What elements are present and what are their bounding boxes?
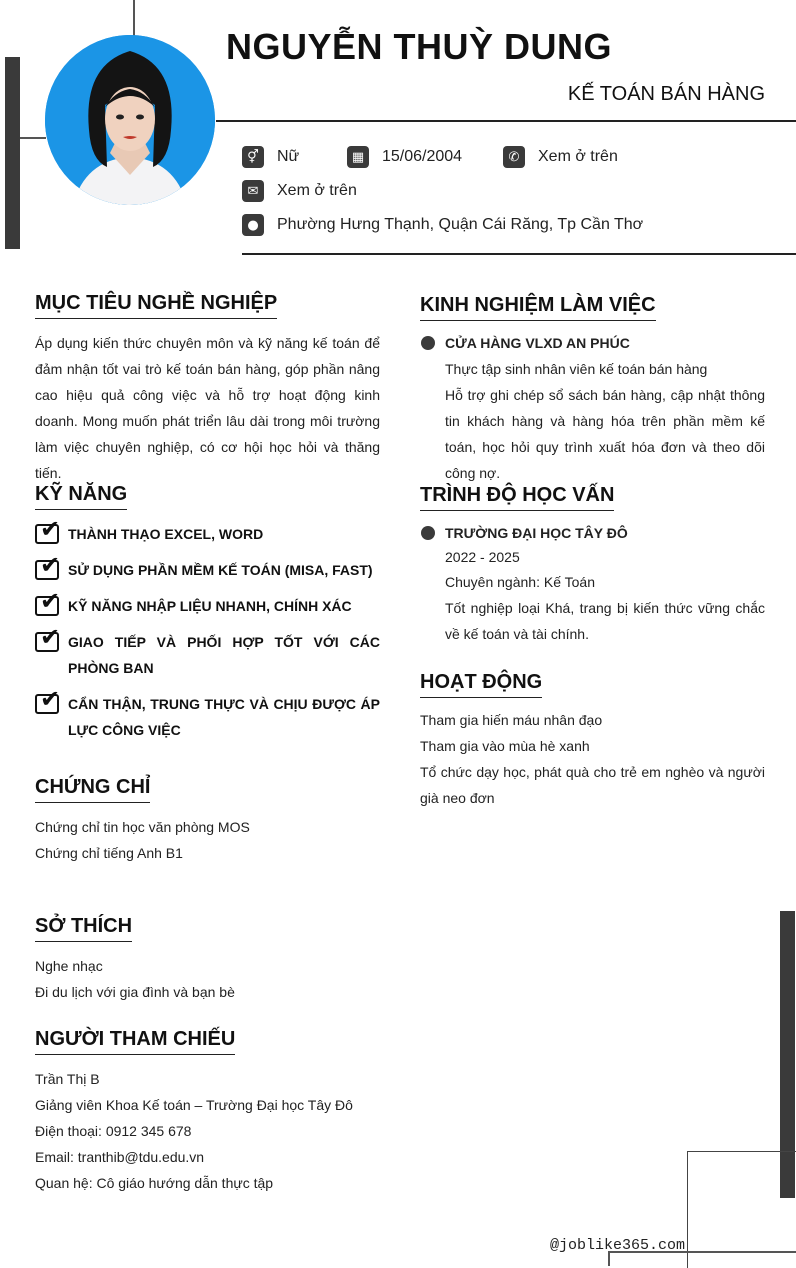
watermark-text: @joblike365.com: [550, 1237, 686, 1254]
skill-item: [35, 623, 380, 681]
school-name: TRƯỜNG ĐẠI HỌC TÂY ĐÔ: [445, 525, 628, 541]
skill-item: [35, 515, 380, 547]
skill-label: GIAO TIẾP VÀ PHỐI HỢP TỐT VỚI CÁC PHÒNG BAN: [68, 634, 380, 676]
references-title: NGƯỜI THAM CHIẾU: [35, 1028, 235, 1055]
decor-bar-left: [5, 57, 20, 249]
education-title: TRÌNH ĐỘ HỌC VẤN: [420, 484, 614, 511]
job-title: KẾ TOÁN BÁN HÀNG: [567, 83, 765, 105]
activities-title: HOẠT ĐỘNG: [420, 671, 542, 698]
contact-birthday: [347, 146, 462, 168]
education-entry: [445, 520, 765, 647]
education-description: Tốt nghiệp loại Khá, trang bị kiến thức vững chắc về kế toán và tài chính.: [445, 600, 765, 642]
experience-title: KINH NGHIỆM LÀM VIỆC: [420, 294, 656, 321]
experience-entry: [445, 330, 765, 486]
decor-line: [133, 0, 135, 38]
bullet-icon: [421, 526, 435, 540]
decor-line: [20, 137, 46, 139]
checkbox-checked-icon: ✔: [35, 560, 59, 580]
birthday-value: 15/06/2004: [382, 148, 463, 165]
contact-address: [242, 214, 643, 236]
contact-email: [242, 180, 357, 202]
certificates-list: [35, 814, 250, 866]
objective-text: Áp dụng kiến thức chuyên môn và kỹ năng kế toán để đảm nhận tốt vai trò kế toán bán hàng, góp phần nâng cao hiệu quả công việc và hỗ trợ hoạt động kinh doanh. Mong muốn phát triển lâu dài trong môi trường làm việc chuyên nghiệp, có cơ hội học hỏi và thăng tiến.: [35, 335, 380, 481]
skill-label: CẨN THẬN, TRUNG THỰC VÀ CHỊU ĐƯỢC ÁP LỰC CÔNG VIỆC: [68, 696, 380, 738]
certificates-title: CHỨNG CHỈ: [35, 776, 150, 803]
profile-photo: [45, 35, 215, 205]
checkbox-checked-icon: ✔: [35, 632, 59, 652]
skill-item: [35, 685, 380, 743]
education-period: 2022 - 2025: [445, 549, 520, 565]
education-major: Chuyên ngành: Kế Toán: [445, 574, 595, 590]
activity-item: Tham gia vào mùa hè xanh: [420, 738, 590, 754]
skill-item: [35, 587, 380, 619]
activity-item: Tham gia hiến máu nhân đạo: [420, 712, 603, 728]
bullet-icon: [421, 336, 435, 350]
reference-line: Điện thoại: 0912 345 678: [35, 1123, 192, 1139]
certificate-item: Chứng chỉ tiếng Anh B1: [35, 845, 183, 861]
experience-description: Hỗ trợ ghi chép sổ sách bán hàng, cập nhật thông tin khách hàng và hàng hóa trên phần mềm kế toán, học hỏi quy trình xuất hóa đơn và theo dõi công nợ.: [445, 387, 765, 481]
skill-item: [35, 551, 380, 583]
activities-list: [420, 707, 765, 811]
address-value: Phường Hưng Thạnh, Quận Cái Răng, Tp Cần Thơ: [277, 216, 644, 233]
calendar-icon: ▦: [347, 146, 369, 168]
skills-title: KỸ NĂNG: [35, 483, 127, 510]
gender-icon: ⚥: [242, 146, 264, 168]
hobby-item: Đi du lịch với gia đình và bạn bè: [35, 984, 235, 1000]
gender-value: Nữ: [277, 148, 300, 165]
checkbox-checked-icon: ✔: [35, 596, 59, 616]
experience-role: Thực tập sinh nhân viên kế toán bán hàng: [445, 361, 708, 377]
checkbox-checked-icon: ✔: [35, 524, 59, 544]
skill-label: SỬ DỤNG PHẦN MỀM KẾ TOÁN (MISA, FAST): [68, 562, 373, 578]
hobbies-title: SỞ THÍCH: [35, 915, 132, 942]
hobby-item: Nghe nhạc: [35, 958, 103, 974]
reference-line: Email: tranthib@tdu.edu.vn: [35, 1149, 205, 1165]
company-name: CỬA HÀNG VLXD AN PHÚC: [445, 335, 630, 351]
checkbox-checked-icon: ✔: [35, 694, 59, 714]
certificate-item: Chứng chỉ tin học văn phòng MOS: [35, 819, 250, 835]
reference-line: Quan hệ: Cô giáo hướng dẫn thực tập: [35, 1175, 274, 1191]
contact-divider: [242, 253, 796, 255]
reference-line: Trần Thị B: [35, 1071, 100, 1087]
person-portrait-icon: [45, 35, 215, 205]
skill-label: THÀNH THẠO EXCEL, WORD: [68, 526, 264, 542]
contact-gender: [242, 146, 299, 168]
phone-icon: ✆: [503, 146, 525, 168]
objective-title: MỤC TIÊU NGHỀ NGHIỆP: [35, 292, 277, 319]
reference-line: Giảng viên Khoa Kế toán – Trường Đại học Tây Đô: [35, 1097, 353, 1113]
skill-label: KỸ NĂNG NHẬP LIỆU NHANH, CHÍNH XÁC: [68, 598, 352, 614]
mail-icon: ✉: [242, 180, 264, 202]
activity-item: Tổ chức dạy học, phát quà cho trẻ em nghèo và người già neo đơn: [420, 764, 765, 806]
candidate-name: NGUYỄN THUỲ DUNG: [226, 26, 613, 67]
header-divider: [216, 120, 796, 122]
references-list: [35, 1066, 353, 1196]
hobbies-list: [35, 953, 235, 1005]
location-icon: ●: [242, 214, 264, 236]
email-value: Xem ở trên: [277, 182, 357, 199]
phone-value: Xem ở trên: [538, 148, 618, 165]
contact-phone: [503, 146, 618, 168]
